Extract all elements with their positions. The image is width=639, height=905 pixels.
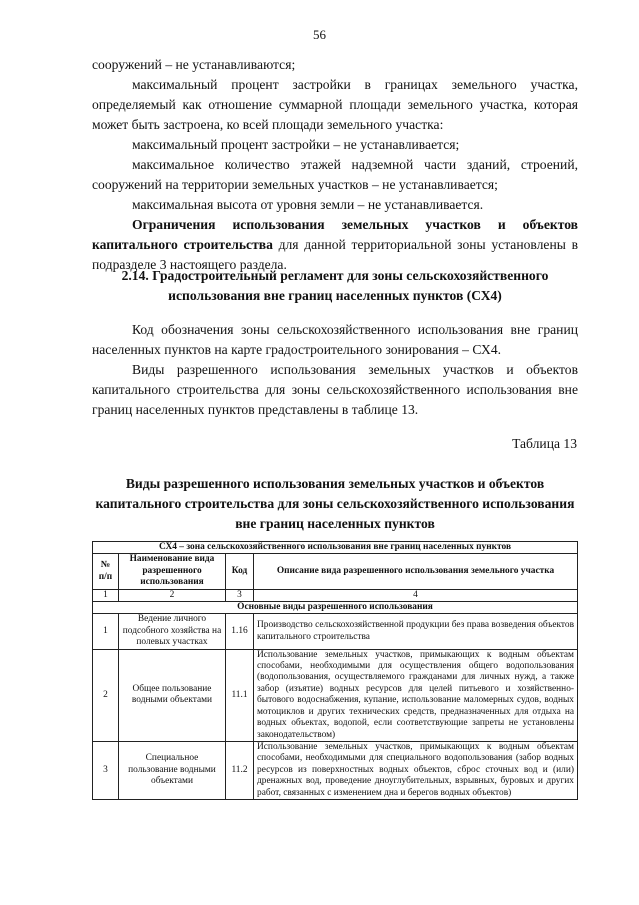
index-cell: 1 xyxy=(93,589,119,601)
section-heading: 2.14. Градостроительный регламент для зоны сельскохозяйственного использования вне границ населенных пунктов (СХ4) xyxy=(121,268,549,303)
col-header-name: Наименование вида разрешенного использования xyxy=(119,554,226,589)
paragraph: максимальный процент застройки в границах земельного участка, определяемый как отношение суммарной площади земельного участка, которая может быть застроена, ко всей площади земельного участка: xyxy=(92,77,578,132)
row-desc: Использование земельных участков, примыкающих к водным объектам способами, необходимыми для специального водопользования (забор водных ресурсов из поверхностных водных объектов, сброс сточных вод и (или) дренажных вод, проведение дноуглубительных, взрывных, буровых и других работ, связанных с изменением дна и берегов водных объектов) xyxy=(254,741,578,799)
row-num: 3 xyxy=(93,741,119,799)
row-num: 1 xyxy=(93,614,119,649)
row-code: 11.2 xyxy=(226,741,254,799)
row-name: Ведение личного подсобного хозяйства на полевых участках xyxy=(119,614,226,649)
table-label: Таблица 13 xyxy=(512,436,577,451)
paragraph: максимальная высота от уровня земли – не устанавливается. xyxy=(132,197,484,212)
row-code: 1.16 xyxy=(226,614,254,649)
paragraph: Код обозначения зоны сельскохозяйственного использования вне границ населенных пунктов на карте градостроительного зонирования – СХ4. xyxy=(92,322,578,357)
row-code: 11.1 xyxy=(226,649,254,741)
col-header-code: Код xyxy=(226,554,254,589)
index-cell: 3 xyxy=(226,589,254,601)
paragraph: Виды разрешенного использования земельных участков и объектов капитального строительства для зоны сельскохозяйственного использования вне границ населенных пунктов представлены в таблице 13. xyxy=(92,362,578,417)
row-name: Общее пользование водными объектами xyxy=(119,649,226,741)
index-cell: 4 xyxy=(254,589,578,601)
zone-header: СХ4 – зона сельскохозяйственного использования вне границ населенных пунктов xyxy=(93,542,578,554)
col-header-num: № п/п xyxy=(93,554,119,589)
paragraph: максимальное количество этажей надземной части зданий, строений, сооружений на территории земельных участков – не устанавливается; xyxy=(92,157,578,192)
row-desc: Производство сельскохозяйственной продукции без права возведения объектов капитального строительства xyxy=(254,614,578,649)
index-cell: 2 xyxy=(119,589,226,601)
restrictions-rest: для данной территориальной зоны установлены в подразделе 3 настоящего раздела. xyxy=(92,237,578,272)
table-header-row xyxy=(93,554,578,589)
table-zone-header-row xyxy=(93,542,578,554)
table-index-row xyxy=(93,589,578,601)
row-desc: Использование земельных участков, примыкающих к водным объектам способами, необходимыми для осуществления общего водопользования (водопользования, осуществляемого гражданами для личных нужд, а также забор (изъятие) водных ресурсов для целей питьевого и хозяйственно-бытового водоснабжения, купание, использование маломерных судов, водных мотоциклов и других технических средств, предназначенных для отдыха на водных объектах, водопой, если соответствующие запреты не установлены законодательством) xyxy=(254,649,578,741)
table-row xyxy=(93,741,578,799)
table-row xyxy=(93,649,578,741)
top-text-block xyxy=(92,55,578,275)
row-num: 2 xyxy=(93,649,119,741)
section-text xyxy=(92,320,578,420)
table-title: Виды разрешенного использования земельных участков и объектов капитального строительства для зоны сельскохозяйственного использования вне границ населенных пунктов xyxy=(95,476,575,531)
row-name: Специальное пользование водными объектами xyxy=(119,741,226,799)
paragraph: сооружений – не устанавливаются; xyxy=(92,57,296,72)
group-main-label: Основные виды разрешенного использования xyxy=(93,602,578,614)
usage-table xyxy=(92,541,578,800)
table-row xyxy=(93,614,578,649)
table-group-row xyxy=(93,602,578,614)
restrictions-bold: Ограничения использования земельных участков и объектов капитального строительства xyxy=(92,217,578,252)
col-header-desc: Описание вида разрешенного использования земельного участка xyxy=(254,554,578,589)
paragraph: максимальный процент застройки – не устанавливается; xyxy=(132,137,460,152)
page-number: 56 xyxy=(313,27,326,42)
